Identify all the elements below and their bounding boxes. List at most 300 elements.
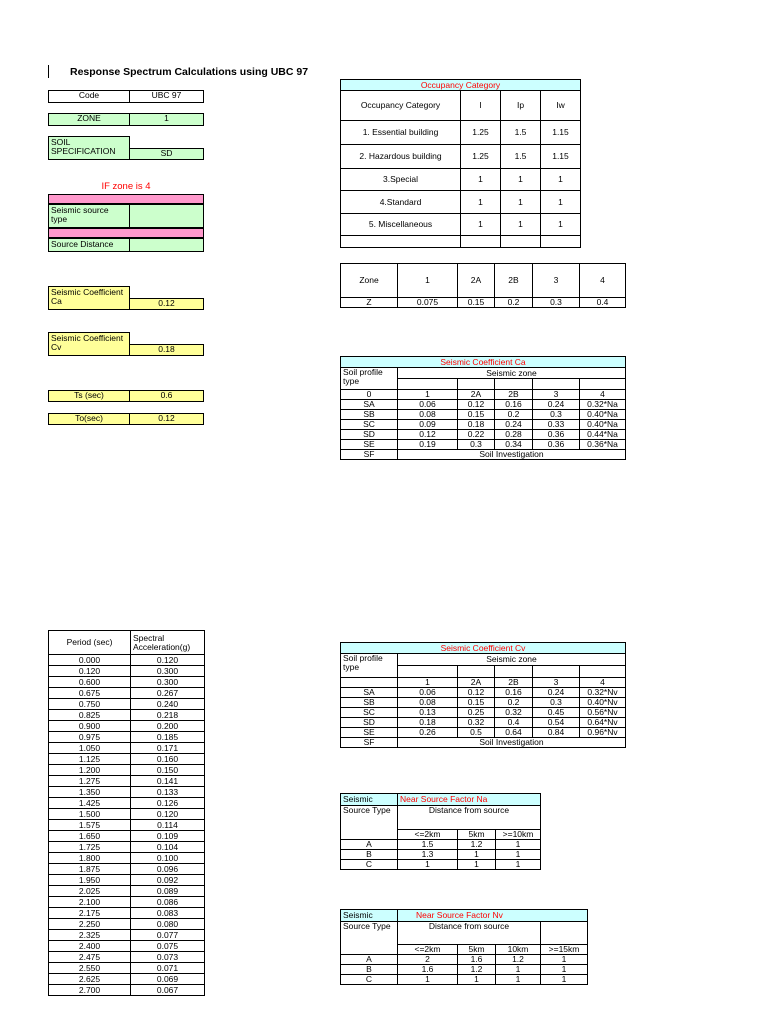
occupancy-cell: 4.Standard [341,191,461,214]
spectrum-accel-cell: 0.092 [131,875,205,886]
table-row [341,688,626,698]
spectrum-accel-cell: 0.114 [131,820,205,831]
table-row [49,765,205,776]
occupancy-cell: 1.15 [541,145,581,169]
table-row [341,840,541,850]
ca-soil-profile: Soil profile type [341,368,398,390]
table-row [49,919,205,930]
spectrum-accel-cell: 0.141 [131,776,205,787]
nv-cell: 1 [496,975,541,985]
ca-sf-label: SF [341,449,398,459]
na-cell: B [341,850,398,860]
occupancy-cell: 3.Special [341,169,461,191]
nv-seismic: Seismic [341,910,398,922]
occupancy-cell: 1 [501,191,541,214]
table-row [49,677,205,688]
nv-header: 10km [496,945,541,955]
table-row [49,743,205,754]
spectrum-accel-cell: 0.104 [131,842,205,853]
ca-cell: 0.32*Na [580,399,626,409]
cv-cell: 0.16 [495,688,533,698]
spectrum-period-cell: 1.800 [49,853,131,864]
table-row [49,699,205,710]
na-cell: 1 [496,840,541,850]
na-cell: 1 [398,860,458,870]
ca-cell: 0.24 [533,399,580,409]
spectrum-accel-cell: 0.120 [131,655,205,666]
spectrum-period-cell: 2.100 [49,897,131,908]
table-row [49,776,205,787]
cv-cell: 0.64*Nv [580,718,626,728]
nv-cell: B [341,965,398,975]
table-row [49,952,205,963]
cv-cell: 0.12 [458,688,495,698]
nv-cell: 1 [541,965,588,975]
cv-seismic-zone: Seismic zone [398,654,626,666]
ca-cell: 0.33 [533,419,580,429]
na-cell: 1.5 [398,840,458,850]
cv-zone: 2B [495,678,533,688]
table-row [49,974,205,985]
nv-cell: 1.6 [458,955,496,965]
cv-cell: 0.24 [533,688,580,698]
spectrum-period-cell: 1.575 [49,820,131,831]
pink-band-top [48,194,204,204]
spectrum-period-cell: 0.825 [49,710,131,721]
ts-value[interactable]: 0.6 [129,390,204,402]
table-row [341,439,626,449]
occupancy-cell: 1 [461,169,501,191]
table-row [341,121,581,145]
ca-cell: 0.3 [533,409,580,419]
zone-value[interactable]: 1 [129,113,204,126]
zone-header: 4 [580,264,626,298]
table-row [341,698,626,708]
occupancy-header: Occupancy Category [341,91,461,121]
nv-cell: A [341,955,398,965]
zone-header: Zone [341,264,398,298]
cv-cell: 0.06 [398,688,458,698]
cv-cell: 0.5 [458,728,495,738]
nv-header: >=15km [541,945,588,955]
ca-zone: 3 [533,390,580,400]
zone-cell: 0.15 [458,298,495,308]
spectrum-accel-cell: 0.300 [131,666,205,677]
cv-cell: SA [341,688,398,698]
nv-caption: Near Source Factor Nv [398,910,588,922]
na-distance: Distance from source [398,806,541,830]
cv-cell: 0.56*Nv [580,708,626,718]
cv-zone: 1 [398,678,458,688]
na-cell: 1 [458,860,496,870]
spectrum-accel-cell: 0.240 [131,699,205,710]
spectrum-period-cell: 2.400 [49,941,131,952]
spectrum-accel-cell: 0.218 [131,710,205,721]
spectrum-period-cell: 0.750 [49,699,131,710]
nv-cell: 1.2 [458,965,496,975]
spectrum-period-cell: 1.500 [49,809,131,820]
nv-cell: 1.2 [496,955,541,965]
cv-cell: 0.4 [495,718,533,728]
zone-label: ZONE [48,113,130,126]
ca-zone: 1 [398,390,458,400]
table-row [341,965,588,975]
cv-cell: SB [341,698,398,708]
ca-cell: 0.40*Na [580,419,626,429]
table-row [49,985,205,996]
cv-sf-label: SF [341,738,398,748]
spectrum-accel-cell: 0.133 [131,787,205,798]
occupancy-cell: 5. Miscellaneous [341,214,461,236]
nv-table [340,909,588,985]
spectrum-accel-cell: 0.109 [131,831,205,842]
cv-cell: 0.2 [495,698,533,708]
ca-label: Seismic Coefficient Ca [48,286,130,310]
table-row [49,688,205,699]
ca-zone: 4 [580,390,626,400]
ca-cell: 0.28 [495,429,533,439]
ca-cell: 0.12 [458,399,495,409]
ca-cell: SE [341,439,398,449]
cv-zone: 3 [533,678,580,688]
ca-cell: 0.15 [458,409,495,419]
spectrum-accel-cell: 0.083 [131,908,205,919]
table-row [49,930,205,941]
cv-table [340,642,626,748]
na-seismic: Seismic [341,794,398,806]
ca-cell: 0.22 [458,429,495,439]
spectrum-accel-cell: 0.077 [131,930,205,941]
ca-zone: 2A [458,390,495,400]
ca-cell: 0.40*Na [580,409,626,419]
spectrum-period-cell: 2.175 [49,908,131,919]
table-row [341,169,581,191]
cv-cell: 0.08 [398,698,458,708]
spectrum-period-cell: 2.625 [49,974,131,985]
code-value[interactable]: UBC 97 [129,90,204,103]
ca-cell: 0.19 [398,439,458,449]
cv-cell: 0.32*Nv [580,688,626,698]
table-row [341,399,626,409]
ca-cell: SC [341,419,398,429]
occupancy-cell: 1.25 [461,145,501,169]
table-row [341,214,581,236]
ca-value[interactable]: 0.12 [129,298,204,310]
na-cell: 1 [496,860,541,870]
table-row [49,798,205,809]
nv-cell: 1 [398,975,458,985]
spectrum-period-cell: 1.725 [49,842,131,853]
cv-cell: SC [341,708,398,718]
spectrum-table [48,630,205,996]
cv-sf-value: Soil Investigation [398,738,626,748]
table-row [341,409,626,419]
occupancy-cell: 1 [541,169,581,191]
table-row [341,718,626,728]
ca-cell: SD [341,429,398,439]
table-row [341,860,541,870]
table-row [49,666,205,677]
source-type-label: Seismic source type [48,204,130,228]
spectrum-accel-cell: 0.071 [131,963,205,974]
spectrum-accel-cell: 0.185 [131,732,205,743]
spectrum-period-cell: 0.000 [49,655,131,666]
cv-label: Seismic Coefficient Cv [48,332,130,356]
table-row [49,809,205,820]
spectrum-period-cell: 0.600 [49,677,131,688]
table-row [341,145,581,169]
spectrum-period-cell: 0.975 [49,732,131,743]
spectrum-period-cell: 0.675 [49,688,131,699]
nv-cell: 1 [496,965,541,975]
ca-cell: 0.09 [398,419,458,429]
table-row [49,820,205,831]
na-source-type: Source Type [341,806,398,840]
soil-label: SOIL SPECIFICATION [48,136,130,160]
zone-header: 2B [495,264,533,298]
spectrum-period-cell: 1.875 [49,864,131,875]
table-row [341,236,581,248]
table-row [49,732,205,743]
nv-header: <=2km [398,945,458,955]
table-row [49,897,205,908]
spectrum-accel-cell: 0.096 [131,864,205,875]
cv-soil-profile: Soil profile type [341,654,398,678]
ca-cell: 0.36*Na [580,439,626,449]
spectrum-accel-cell: 0.171 [131,743,205,754]
nv-source-type: Source Type [341,922,398,955]
table-row [341,419,626,429]
nv-cell: C [341,975,398,985]
nv-distance: Distance from source [398,922,541,945]
zone-header: 2A [458,264,495,298]
ca-seismic-zone: Seismic zone [398,368,626,379]
occupancy-cell: 1 [461,191,501,214]
ca-cell: SB [341,409,398,419]
spectrum-period-cell: 1.425 [49,798,131,809]
spectrum-period-cell: 0.120 [49,666,131,677]
spectrum-accel-cell: 0.150 [131,765,205,776]
ts-label: Ts (sec) [48,390,130,402]
source-type-value[interactable] [129,204,204,228]
spectrum-accel-cell: 0.089 [131,886,205,897]
soil-value[interactable]: SD [129,148,204,160]
occupancy-cell: 1.15 [541,121,581,145]
spectrum-accel-cell: 0.267 [131,688,205,699]
ca-cell: 0.2 [495,409,533,419]
cv-cell: 0.64 [495,728,533,738]
cv-cell: 0.45 [533,708,580,718]
cv-zone: 4 [580,678,626,688]
cv-cell: 0.32 [495,708,533,718]
table-row [341,708,626,718]
na-caption: Near Source Factor Na [398,794,541,806]
cv-cell: 0.18 [398,718,458,728]
table-row [49,864,205,875]
zone-header: 1 [398,264,458,298]
cv-caption: Seismic Coefficient Cv [341,643,626,654]
cv-cell: 0.25 [458,708,495,718]
ca-cell: 0.08 [398,409,458,419]
spectrum-accel-cell: 0.069 [131,974,205,985]
table-row [49,754,205,765]
zone-header: 3 [533,264,580,298]
na-cell: 1.3 [398,850,458,860]
occupancy-cell: 1.5 [501,145,541,169]
table-row [49,787,205,798]
spectrum-accel-cell: 0.120 [131,809,205,820]
occupancy-cell: 1. Essential building [341,121,461,145]
spectrum-accel-cell: 0.080 [131,919,205,930]
spectrum-period-cell: 2.325 [49,930,131,941]
ca-zone: 2B [495,390,533,400]
table-row [49,831,205,842]
zone-cell: 0.2 [495,298,533,308]
pink-band-bottom [48,228,204,238]
na-header: 5km [458,830,496,840]
ca-zero: 0 [341,390,398,400]
spectrum-period-cell: 1.950 [49,875,131,886]
cv-cell: 0.54 [533,718,580,728]
cv-cell: 0.40*Nv [580,698,626,708]
occupancy-table [340,79,581,248]
occupancy-cell: 1 [541,191,581,214]
zone-cell: 0.3 [533,298,580,308]
spectrum-period-cell: 1.275 [49,776,131,787]
zone-cell: Z [341,298,398,308]
cv-cell: 0.3 [533,698,580,708]
na-cell: 1.2 [458,840,496,850]
occupancy-cell: 1 [501,169,541,191]
cv-cell: 0.96*Nv [580,728,626,738]
na-cell: A [341,840,398,850]
spectrum-accel-cell: 0.086 [131,897,205,908]
na-header: >=10km [496,830,541,840]
nv-cell: 1 [541,975,588,985]
table-row [341,298,626,308]
to-value[interactable]: 0.12 [129,413,204,425]
ca-cell: 0.16 [495,399,533,409]
spectrum-period-cell: 1.050 [49,743,131,754]
ca-table [340,356,626,460]
cv-cell: 0.15 [458,698,495,708]
table-row [49,941,205,952]
nv-cell: 1.6 [398,965,458,975]
nv-cell: 1 [458,975,496,985]
spectrum-header-accel: Spectral Acceleration(g) [131,631,205,655]
spectrum-accel-cell: 0.067 [131,985,205,996]
source-distance-label: Source Distance [48,238,130,252]
table-row [341,191,581,214]
occupancy-header: I [461,91,501,121]
spectrum-period-cell: 2.550 [49,963,131,974]
occupancy-header: Ip [501,91,541,121]
cv-cell: SE [341,728,398,738]
spectrum-period-cell: 1.350 [49,787,131,798]
cv-value[interactable]: 0.18 [129,344,204,356]
table-row [49,710,205,721]
na-cell: 1 [496,850,541,860]
table-row [49,853,205,864]
to-label: To(sec) [48,413,130,425]
cv-zone: 2A [458,678,495,688]
spectrum-accel-cell: 0.160 [131,754,205,765]
occupancy-cell: 1 [461,214,501,236]
table-row [49,655,205,666]
spectrum-accel-cell: 0.300 [131,677,205,688]
ca-sf-value: Soil Investigation [398,449,626,459]
spectrum-period-cell: 0.900 [49,721,131,732]
spectrum-period-cell: 1.125 [49,754,131,765]
zone-factor-table [340,263,626,308]
cv-cell: 0.32 [458,718,495,728]
zone4-note: IF zone is 4 [101,181,151,192]
na-table [340,793,541,870]
nv-header: 5km [458,945,496,955]
occupancy-cell: 1.5 [501,121,541,145]
spectrum-period-cell: 2.250 [49,919,131,930]
table-row [341,955,588,965]
na-header: <=2km [398,830,458,840]
ca-cell: SA [341,399,398,409]
spectrum-accel-cell: 0.073 [131,952,205,963]
table-row [49,963,205,974]
ca-cell: 0.44*Na [580,429,626,439]
occupancy-cell: 1 [541,214,581,236]
spectrum-accel-cell: 0.126 [131,798,205,809]
occupancy-caption: Occupancy Category [341,80,581,91]
code-label: Code [48,90,130,103]
cv-cell: 0.84 [533,728,580,738]
ca-cell: 0.06 [398,399,458,409]
cv-cell: 0.13 [398,708,458,718]
spectrum-period-cell: 1.650 [49,831,131,842]
nv-cell: 2 [398,955,458,965]
na-cell: C [341,860,398,870]
page-title: Response Spectrum Calculations using UBC 97 [70,66,309,78]
cv-cell: 0.26 [398,728,458,738]
table-row [49,875,205,886]
table-row [341,728,626,738]
spectrum-header-period: Period (sec) [49,631,131,655]
spectrum-period-cell: 2.700 [49,985,131,996]
ca-cell: 0.24 [495,419,533,429]
zone-cell: 0.075 [398,298,458,308]
table-row [49,908,205,919]
occupancy-cell: 2. Hazardous building [341,145,461,169]
spectrum-accel-cell: 0.200 [131,721,205,732]
ca-cell: 0.36 [533,439,580,449]
ca-caption: Seismic Coefficient Ca [341,357,626,368]
ca-cell: 0.34 [495,439,533,449]
nv-cell: 1 [541,955,588,965]
spectrum-period-cell: 2.475 [49,952,131,963]
cell-cursor [48,65,49,78]
table-row [49,842,205,853]
zone-cell: 0.4 [580,298,626,308]
spectrum-accel-cell: 0.075 [131,941,205,952]
occupancy-header: Iw [541,91,581,121]
spectrum-accel-cell: 0.100 [131,853,205,864]
occupancy-cell: 1 [501,214,541,236]
ca-cell: 0.36 [533,429,580,439]
source-distance-value[interactable] [129,238,204,252]
ca-cell: 0.3 [458,439,495,449]
ca-cell: 0.18 [458,419,495,429]
spectrum-period-cell: 2.025 [49,886,131,897]
table-row [341,975,588,985]
occupancy-cell: 1.25 [461,121,501,145]
